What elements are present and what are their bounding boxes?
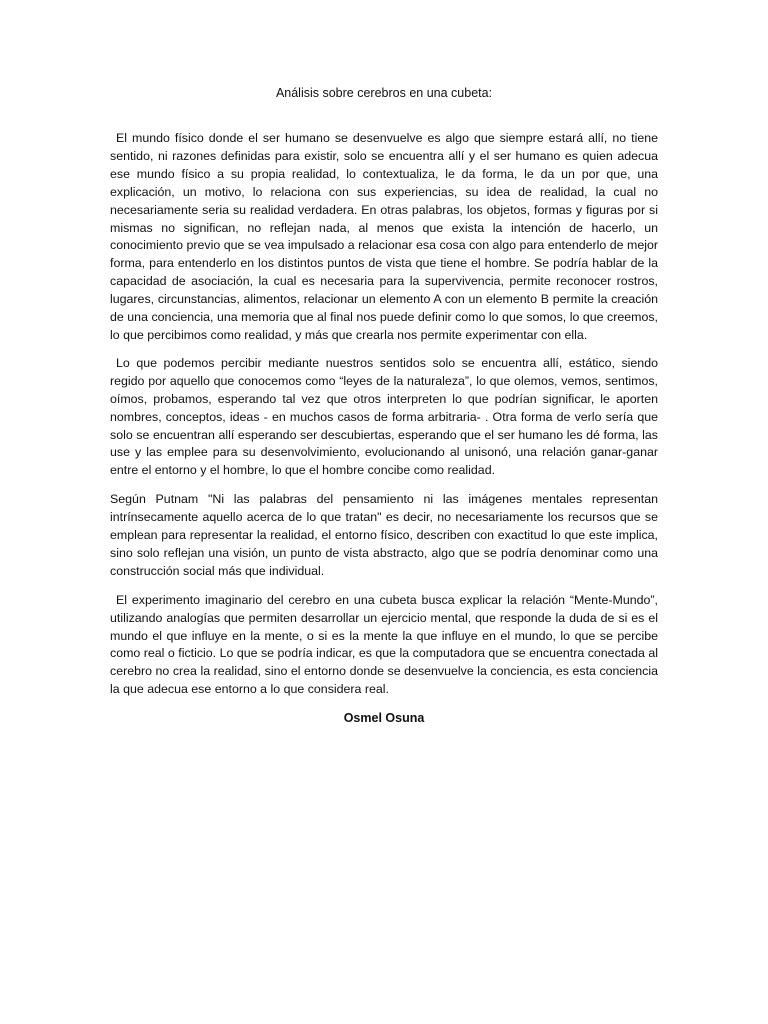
paragraph-1: El mundo físico donde el ser humano se desenvuelve es algo que siempre estará allí, no tiene sentido, ni razones definidas para existir, solo se encuentra allí y el ser humano es quien adecua ese mundo físico a su propia realidad, lo contextualiza, le da forma, le da un por que, una explicación, un motivo, lo relaciona con sus experiencias, su idea de realidad, la cual no necesariamente seria su realidad verdadera. En otras palabras, los objetos, formas y figuras por si mismas no significan, no reflejan nada, al menos que exista la intención de hacerlo, un conocimiento previo que se vea impulsado a relacionar esa cosa con algo para entenderlo de mejor forma, para entenderlo en los distintos puntos de vista que tiene el hombre. Se podría hablar de la capacidad de asociación, la cual es necesaria para la supervivencia, permite reconocer rostros, lugares, circunstancias, alimentos, relacionar un elemento A con un elemento B permite la creación de una conciencia, una memoria que al final nos puede definir como lo que somos, lo que creemos, lo que percibimos como realidad, y más que crearla nos permite experimentar con ella.: [110, 131, 658, 342]
author-name: Osmel Osuna: [343, 711, 425, 726]
paragraph-2: Lo que podemos percibir mediante nuestros sentidos solo se encuentra allí, estático, siendo regido por aquello que conocemos como “leyes de la naturaleza”, lo que olemos, vemos, sentimos, oímos, probamos, esperando tal vez que otros interpreten lo que podrían significar, le aporten nombres, conceptos, ideas - en muchos casos de forma arbitraria- . Otra forma de verlo sería que solo se encuentran allí esperando ser descubiertas, esperando que el ser humano les dé forma, las use y las emplee para su desenvolvimiento, evolucionando al unisonó, una relación ganar-ganar entre el entorno y el hombre, lo que el hombre concibe como realidad.: [110, 355, 658, 478]
document-title: Análisis sobre cerebros en una cubeta:: [275, 86, 493, 100]
paragraph-4: El experimento imaginario del cerebro en una cubeta busca explicar la relación “Mente-Mundo”, utilizando analogías que permiten desarrollar un ejercicio mental, que responde la duda de si es el mundo el que influye en la mente, o si es la mente la que influye en el mundo, lo que se percibe como real o ficticio. Lo que se podría indicar, es que la computadora que se encuentra conectada al cerebro no crea la realidad, sino el entorno donde se desenvuelve la conciencia, es esta conciencia la que adecua ese entorno a lo que considera real.: [110, 592, 658, 697]
paragraph-3: Según Putnam "Ni las palabras del pensamiento ni las imágenes mentales representan intrínsecamente aquello acerca de lo que tratan" es decir, no necesariamente los recursos que se emplean para representar la realidad, el entorno físico, describen con exactitud lo que este implica, sino solo reflejan una visión, un punto de vista abstracto, algo que se podría denominar como una construcción social más que individual.: [110, 492, 658, 578]
document-page: [110, 84, 658, 727]
